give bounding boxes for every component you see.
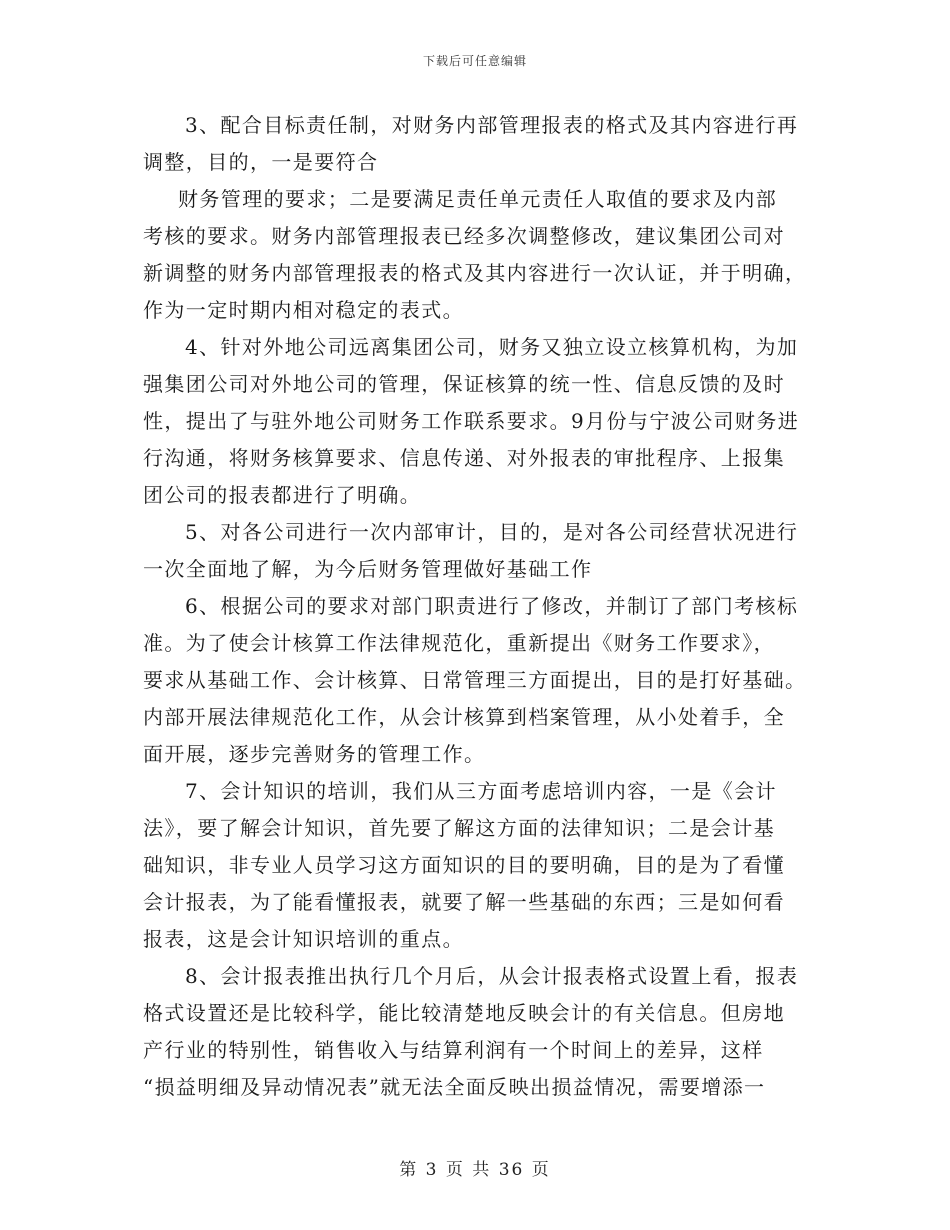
text-line: 一次全面地了解，为今后财务管理做好基础工作 (143, 557, 593, 581)
text-line: 产行业的特别性，销售收入与结算利润有一个时间上的差异，这样 (143, 1038, 764, 1062)
text-line: 新调整的财务内部管理报表的格式及其内容进行一次认证，并于明确， (143, 261, 807, 285)
text-line: 财务管理的要求；二是要满足责任单元责任人取值的要求及内部 (178, 187, 778, 211)
page-footer: 第 3 页 共 36 页 (399, 1160, 551, 1180)
text-line: 7、会计知识的培训，我们从三方面考虑培训内容，一是《会计 (185, 779, 777, 803)
text-line: 内部开展法律规范化工作，从会计核算到档案管理，从小处着手，全 (143, 705, 785, 729)
paragraph (143, 181, 807, 329)
text-line: 3、配合目标责任制，对财务内部管理报表的格式及其内容进行再 (185, 113, 799, 137)
text-line: 准。为了使会计核算工作法律规范化，重新提出《财务工作要求》， (143, 631, 775, 655)
text-line: “损益明细及异动情况表”就无法全面反映出损益情况，需要增添一 (143, 1075, 766, 1099)
text-line: 格式设置还是比较科学，能比较清楚地反映会计的有关信息。但房地 (143, 1001, 785, 1025)
text-line: 调整，目的，一是要符合 (143, 150, 379, 174)
text-line: 报表，这是会计知识培训的重点。 (143, 927, 464, 951)
text-line: 会计报表，为了能看懂报表，就要了解一些基础的东西；三是如何看 (143, 890, 785, 914)
text-line: 4、针对外地公司远离集团公司，财务又独立设立核算机构，为加 (185, 335, 799, 359)
paragraph (143, 588, 807, 773)
paragraph (143, 773, 807, 958)
text-line: 要求从基础工作、会计核算、日常管理三方面提出，目的是打好基础。 (143, 668, 807, 692)
text-line: 8、会计报表推出执行几个月后，从会计报表格式设置上看，报表 (185, 964, 799, 988)
paragraph (143, 514, 807, 588)
text-line: 考核的要求。财务内部管理报表已经多次调整修改，建议集团公司对 (143, 224, 785, 248)
paragraph (143, 958, 807, 1106)
paragraph (143, 107, 807, 181)
text-line: 6、根据公司的要求对部门职责进行了修改，并制订了部门考核标 (185, 594, 799, 618)
page-header: 下载后可任意编辑 (422, 54, 527, 68)
paragraph (143, 329, 807, 514)
text-line: 作为一定时期内相对稳定的表式。 (143, 298, 464, 322)
text-line: 行沟通，将财务核算要求、信息传递、对外报表的审批程序、上报集 (143, 446, 785, 470)
document-body (143, 107, 807, 1106)
text-line: 5、对各公司进行一次内部审计，目的，是对各公司经营状况进行 (185, 520, 799, 544)
text-line: 团公司的报表都进行了明确。 (143, 483, 422, 507)
text-line: 性，提出了与驻外地公司财务工作联系要求。9月份与宁波公司财务进 (143, 409, 800, 433)
text-line: 法》，要了解会计知识，首先要了解这方面的法律知识；二是会计基 (143, 816, 775, 840)
text-line: 强集团公司对外地公司的管理，保证核算的统一性、信息反馈的及时 (143, 372, 785, 396)
text-line: 础知识，非专业人员学习这方面知识的目的要明确，目的是为了看懂 (143, 853, 785, 877)
text-line: 面开展，逐步完善财务的管理工作。 (143, 742, 486, 766)
